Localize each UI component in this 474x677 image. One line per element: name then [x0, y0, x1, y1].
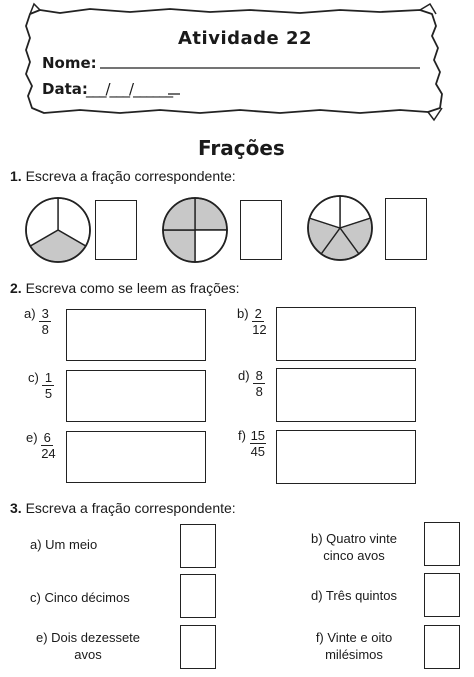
- fraction-item-e: [26, 430, 56, 461]
- fraction-denominator: 8: [41, 322, 49, 337]
- question-2-text: Escreva como se leem as frações:: [25, 280, 240, 296]
- word-fraction-line: f) Vinte e oito: [315, 630, 393, 645]
- question-3-number: 3.: [10, 500, 22, 516]
- fraction-letter: a): [24, 306, 36, 321]
- fraction-denominator: 45: [250, 444, 266, 459]
- question-2-title: [10, 280, 240, 296]
- word-fraction-line: c) Cinco décimos: [30, 590, 130, 605]
- fraction-numerator: 6: [41, 430, 53, 446]
- fraction-item-d: [238, 368, 265, 399]
- answer-box-circle-2[interactable]: [240, 200, 282, 260]
- word-fraction-d: [296, 588, 412, 603]
- fraction-letter: d): [238, 368, 250, 383]
- answer-box-e[interactable]: [66, 431, 206, 483]
- fraction-item-f: [238, 428, 266, 459]
- word-fraction-line: e) Dois dezessete: [35, 630, 141, 645]
- word-fraction-line: d) Três quintos: [311, 588, 397, 603]
- fraction-circle-3: [308, 196, 372, 260]
- fraction-letter: c): [28, 370, 39, 385]
- word-fraction-e: [24, 629, 152, 663]
- answer-box-f[interactable]: [276, 430, 416, 484]
- word-fraction-line: cinco avos: [323, 548, 385, 563]
- question-2-number: 2.: [10, 280, 22, 296]
- word-fraction-line: milésimos: [325, 647, 383, 662]
- date-label: Data:: [42, 80, 88, 98]
- fraction-numerator: 2: [252, 306, 264, 322]
- fraction-letter: b): [237, 306, 249, 321]
- page-title: Frações: [198, 136, 285, 160]
- fraction-numerator: 3: [39, 306, 51, 322]
- answer-box-circle-1[interactable]: [95, 200, 137, 260]
- answer-box-3c[interactable]: [180, 574, 216, 618]
- question-3-title: [10, 500, 236, 516]
- answer-box-d[interactable]: [276, 368, 416, 422]
- answer-box-3d[interactable]: [424, 573, 460, 617]
- answer-box-b[interactable]: [276, 307, 416, 361]
- question-3-text: Escreva a fração correspondente:: [25, 500, 236, 516]
- fraction-numerator: 15: [250, 428, 266, 443]
- fraction-item-b: [237, 306, 267, 337]
- word-fraction-f: [296, 629, 412, 663]
- activity-title: Atividade 22: [178, 28, 313, 49]
- word-fraction-line: b) Quatro vinte: [311, 531, 397, 546]
- date-field[interactable]: ___/___/______: [86, 80, 173, 98]
- fraction-numerator: 1: [42, 370, 54, 386]
- question-1-text: Escreva a fração correspondente:: [25, 168, 236, 184]
- word-fraction-line: a) Um meio: [30, 537, 98, 552]
- answer-box-3e[interactable]: [180, 625, 216, 669]
- fraction-denominator: 24: [41, 446, 56, 461]
- fraction-numerator: 8: [253, 368, 265, 384]
- name-label: Nome:: [42, 54, 97, 72]
- word-fraction-c: [30, 590, 130, 605]
- answer-box-a[interactable]: [66, 309, 206, 361]
- question-1-title: [10, 168, 236, 184]
- fraction-denominator: 5: [44, 386, 53, 401]
- question-1-number: 1.: [10, 168, 22, 184]
- fraction-denominator: 8: [255, 384, 263, 399]
- answer-box-3a[interactable]: [180, 524, 216, 568]
- answer-box-circle-3[interactable]: [385, 198, 427, 260]
- fraction-item-c: [28, 370, 54, 401]
- fraction-item-a: [24, 306, 51, 337]
- answer-box-3b[interactable]: [424, 522, 460, 566]
- fraction-circle-1: [26, 198, 90, 262]
- word-fraction-b: [296, 530, 412, 564]
- answer-box-3f[interactable]: [424, 625, 460, 669]
- fraction-letter: e): [26, 430, 38, 445]
- fraction-denominator: 12: [252, 322, 267, 337]
- fraction-letter: f): [238, 428, 246, 443]
- answer-box-c[interactable]: [66, 370, 206, 422]
- fraction-circle-2: [163, 198, 227, 262]
- word-fraction-a: [30, 537, 97, 552]
- word-fraction-line: avos: [74, 647, 102, 662]
